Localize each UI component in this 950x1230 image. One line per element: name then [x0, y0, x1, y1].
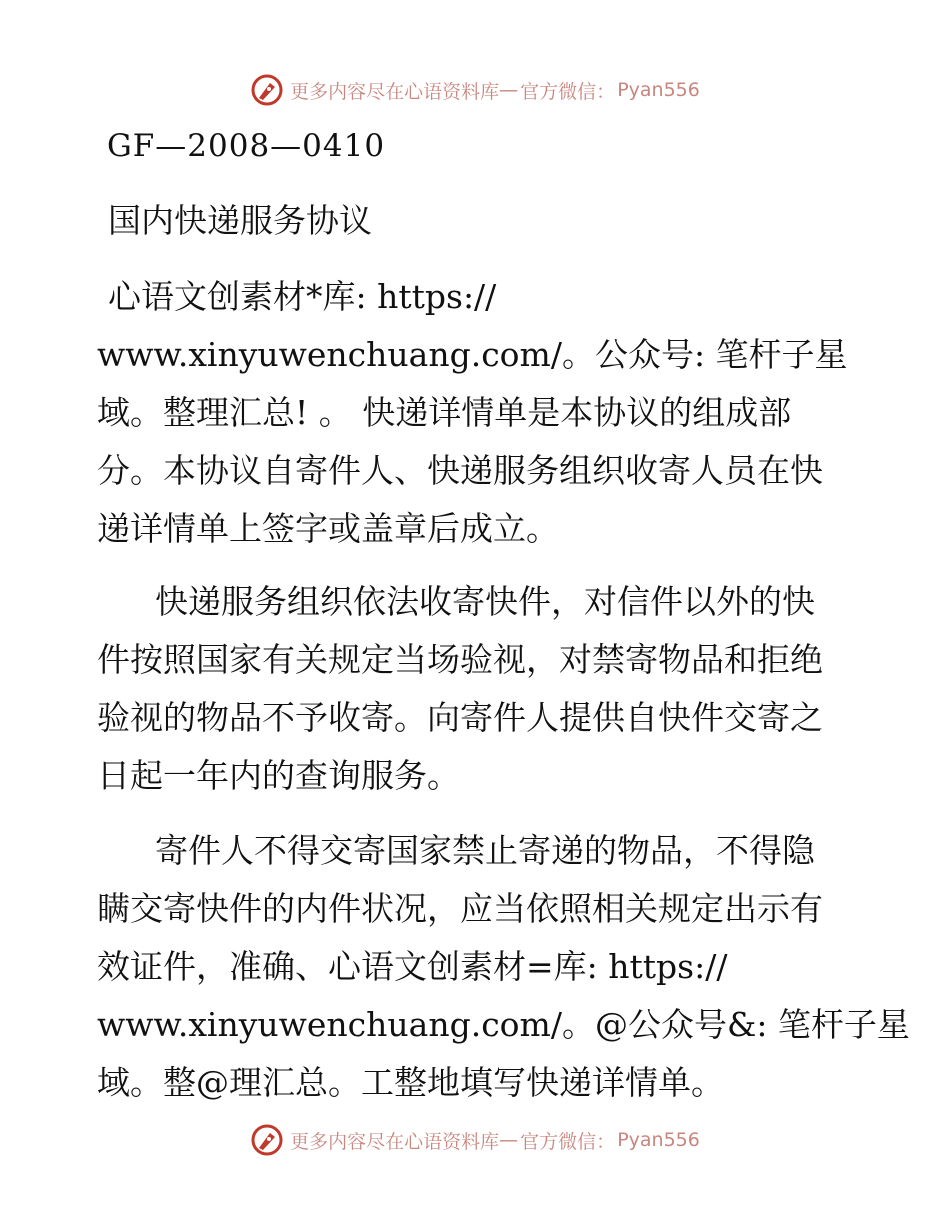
paragraph-line: 域。整@理汇总。工整地填写快递详情单。	[97, 1063, 724, 1102]
paragraph-line: 瞒交寄快件的内件状况，应当依照相关规定出示有	[97, 889, 823, 928]
document-code: GF—2008—0410	[107, 128, 386, 164]
paragraph-line: 件按照国家有关规定当场验视，对禁寄物品和拒绝	[97, 640, 823, 679]
banner-wechat-id: Pyan556	[617, 79, 700, 101]
pen-nib-logo-icon	[250, 1123, 284, 1157]
banner-wechat-id: Pyan556	[617, 1129, 700, 1151]
document-title: 国内快递服务协议	[108, 201, 372, 240]
paragraph-line: 心语文创素材*库: https://	[108, 277, 497, 316]
banner-official-label: 官方微信：	[520, 1130, 616, 1153]
paragraph-line: 快递服务组织依法收寄快件，对信件以外的快	[155, 582, 815, 621]
paragraph-line: 寄件人不得交寄国家禁止寄递的物品，不得隐	[155, 831, 815, 870]
paragraph-line: 递详情单上签字或盖章后成立。	[97, 509, 559, 548]
paragraph-line: www.xinyuwenchuang.com/。@公众号&: 笔杆子星	[97, 1005, 910, 1044]
footer-banner	[0, 1120, 950, 1160]
banner-dash: —	[499, 1129, 519, 1151]
paragraph-3	[97, 822, 910, 1112]
pen-nib-logo-icon	[250, 73, 284, 107]
paragraph-line: 效证件，准确、心语文创素材=库: https://	[97, 947, 728, 986]
header-banner	[0, 70, 950, 110]
paragraph-line: 域。整理汇总! 。 快递详情单是本协议的组成部	[97, 393, 792, 432]
paragraph-2	[97, 573, 857, 805]
banner-text: 更多内容尽在心语资料库	[290, 1130, 500, 1153]
banner-dash: —	[499, 79, 519, 101]
paragraph-line: 验视的物品不予收寄。向寄件人提供自快件交寄之	[97, 698, 823, 737]
paragraph-line: 日起一年内的查询服务。	[97, 756, 460, 795]
banner-text: 更多内容尽在心语资料库	[290, 80, 500, 103]
banner-official-label: 官方微信：	[520, 80, 616, 103]
paragraph-line: 分。本协议自寄件人、快递服务组织收寄人员在快	[97, 451, 823, 490]
paragraph-1	[97, 268, 857, 558]
paragraph-line: www.xinyuwenchuang.com/。公众号: 笔杆子星	[97, 335, 848, 374]
